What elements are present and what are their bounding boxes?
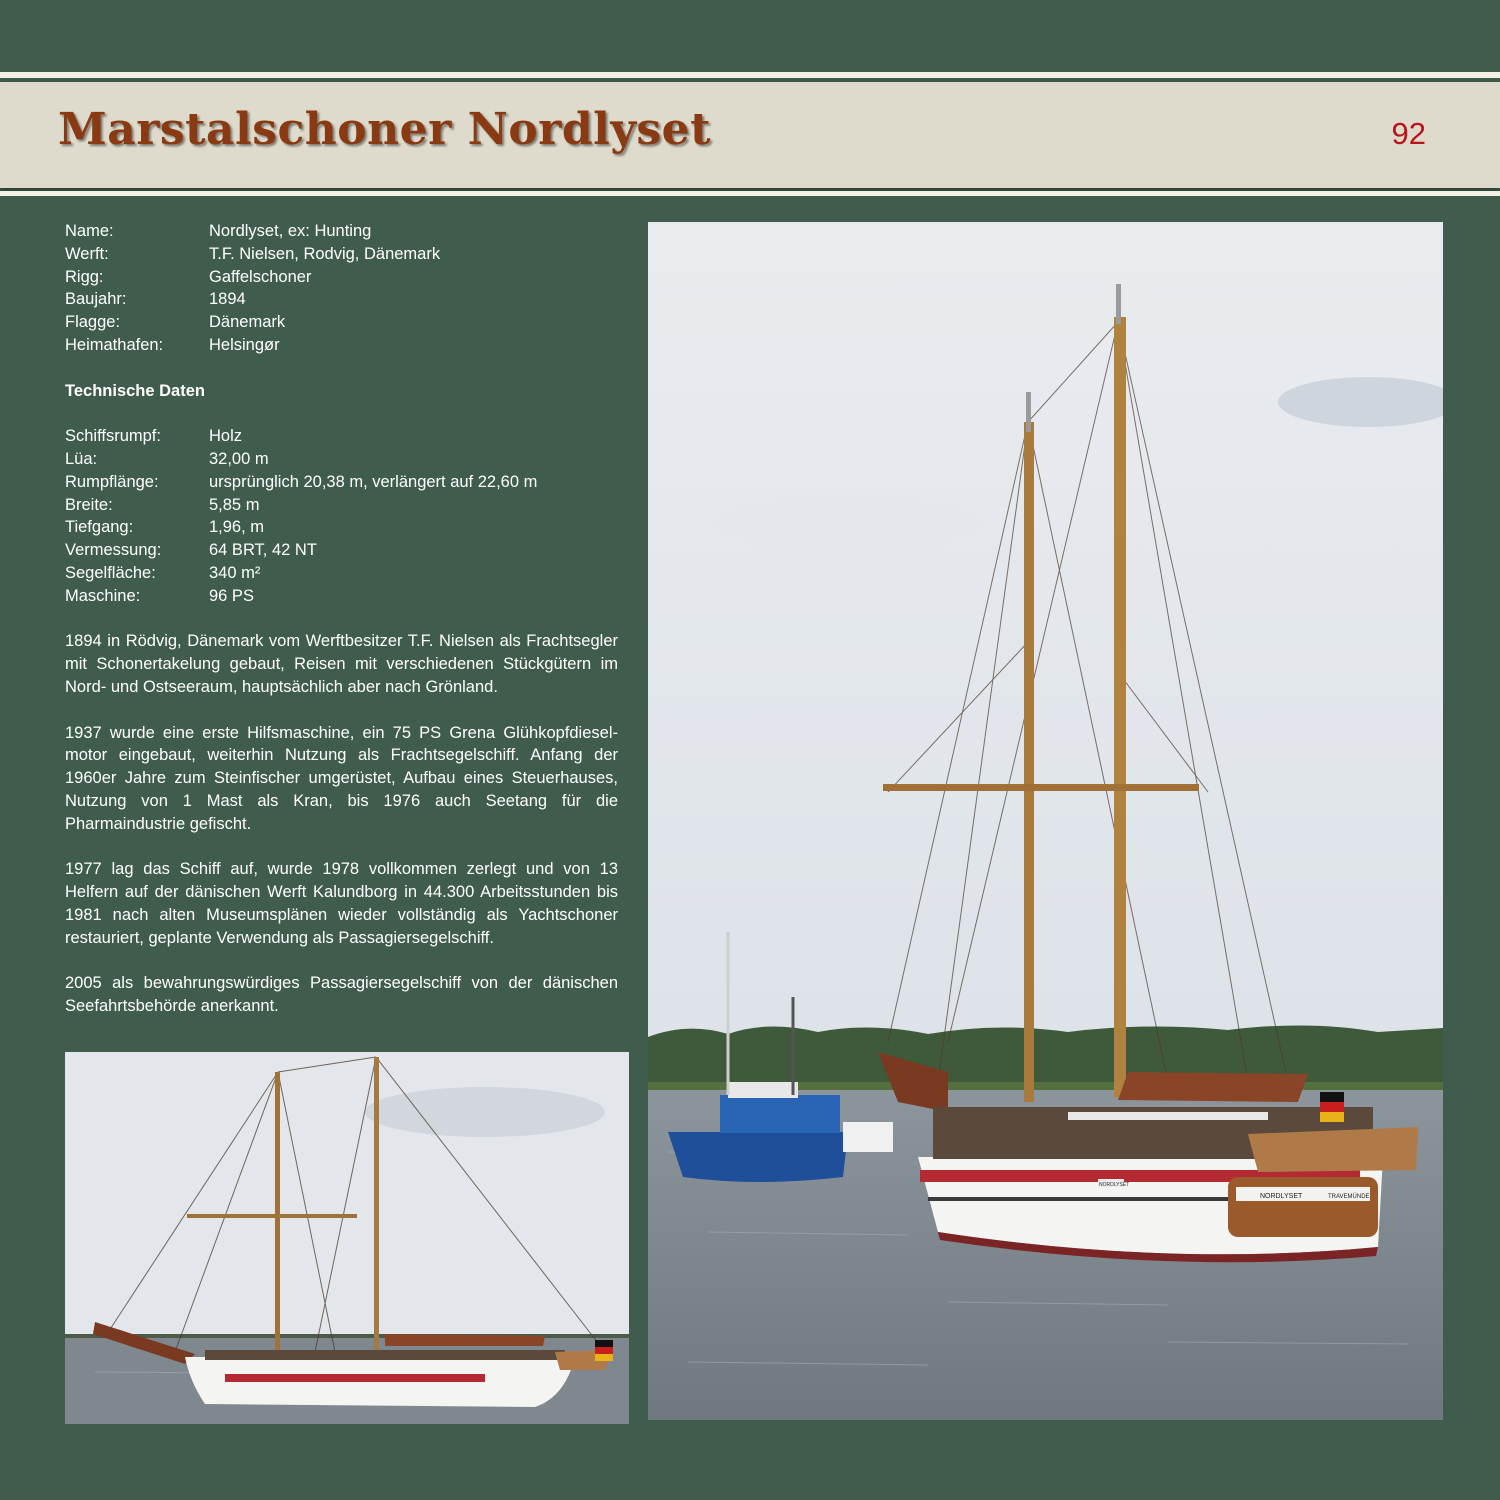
history-paragraph: 1977 lag das Schiff auf, wurde 1978 vollkommen zerlegt und von 13 Helfern auf der dänischen Werft Kalundborg in 44.300 Arbeitsstunden bis 1981 nach alten Museumsplänen wieder vollständig als Yachtschoner restauriert, geplante Verwendung als Passagiersegelschiff.	[65, 860, 618, 947]
spec-value: 1,96, m	[209, 518, 265, 537]
spec-value: Dänemark	[209, 313, 286, 332]
spec-key: Baujahr:	[65, 290, 127, 309]
spec-row	[65, 562, 618, 585]
spec-row	[65, 425, 618, 448]
spec-value: T.F. Nielsen, Rodvig, Dänemark	[209, 244, 441, 263]
spec-value: 96 PS	[209, 586, 254, 605]
spec-value: 5,85 m	[209, 495, 260, 514]
spec-value: 1894	[209, 290, 246, 309]
spec-value: 64 BRT, 42 NT	[209, 541, 317, 560]
spec-row	[65, 311, 618, 334]
spec-value: 32,00 m	[209, 449, 269, 468]
general-specs	[65, 220, 618, 357]
spec-value: Holz	[209, 427, 243, 446]
page-number: 92	[1391, 116, 1426, 151]
spec-row	[65, 288, 618, 311]
stern-name: NORDLYSET	[1260, 1193, 1303, 1200]
spec-key: Vermessung:	[65, 541, 162, 560]
spec-key: Maschine:	[65, 586, 141, 605]
hull-name: NORDLYSET	[1099, 1182, 1130, 1188]
schooner-hull	[918, 1092, 1418, 1262]
spec-key: Segelfläche:	[65, 563, 156, 582]
spec-row	[65, 471, 618, 494]
spec-key: Schiffsrumpf:	[65, 427, 161, 446]
technical-heading: Technische Daten	[65, 381, 205, 400]
spec-row	[65, 539, 618, 562]
spec-value: ursprünglich 20,38 m, verlängert auf 22,60 m	[209, 472, 538, 491]
spec-row	[65, 494, 618, 517]
side-ship-photo	[65, 1052, 629, 1424]
spec-key: Rumpflänge:	[65, 472, 159, 491]
spec-value: Nordlyset, ex: Hunting	[209, 222, 372, 240]
spec-row	[65, 266, 618, 289]
technical-specs	[65, 425, 618, 607]
banner-bottom-rule	[0, 191, 1500, 196]
spec-row	[65, 243, 618, 266]
spec-key: Flagge:	[65, 313, 121, 332]
spec-key: Name:	[65, 222, 114, 240]
spec-row	[65, 516, 618, 539]
page-title: Marstalschoner Nordlyset	[58, 104, 711, 155]
spec-key: Werft:	[65, 244, 109, 263]
main-ship-photo	[648, 222, 1443, 1420]
history-paragraph: 1894 in Rödvig, Dänemark vom Werftbesitzer T.F. Nielsen als Frachtsegler mit Schonertakelung gebaut, Reisen mit verschiedenen Stückgütern im Nord- und Ostseeraum, hauptsächlich aber nach Grönland.	[65, 632, 618, 696]
spec-key: Rigg:	[65, 267, 104, 286]
spec-key: Breite:	[65, 495, 113, 514]
spec-row	[65, 448, 618, 471]
stern-port: TRAVEMÜNDE	[1328, 1194, 1370, 1200]
spec-value: 340 m²	[209, 563, 261, 582]
spec-key: Tiefgang:	[65, 518, 134, 537]
spec-value: Gaffelschoner	[209, 267, 312, 286]
history-paragraph: 1937 wurde eine erste Hilfsmaschine, ein 75 PS Grena Glühkopfdieselmotor eingebaut, weiterhin Nutzung als Frachtsegelschiff. Anfang der 1960er Jahre zum Steinfischer umgerüstet, Aufbau eines Steuerhauses, Nutzung von 1 Mast als Kran, bis 1976 auch Seetang für die Pharmaindustrie gefischt.	[65, 723, 618, 833]
schooner-side-illustration	[65, 1052, 629, 1424]
schooner-stern-illustration	[648, 222, 1443, 1420]
banner-top-rule	[0, 72, 1500, 78]
spec-row	[65, 220, 618, 243]
spec-key: Heimathafen:	[65, 335, 164, 354]
text-column	[65, 220, 618, 1018]
spec-row	[65, 334, 618, 357]
spec-key: Lüa:	[65, 449, 98, 468]
spec-value: Helsingør	[209, 335, 280, 354]
history-paragraph: 2005 als bewahrungswürdiges Passagiersegelschiff von der dänischen Seefahrtsbehörde anerkannt.	[65, 974, 618, 1016]
spec-row	[65, 585, 618, 608]
